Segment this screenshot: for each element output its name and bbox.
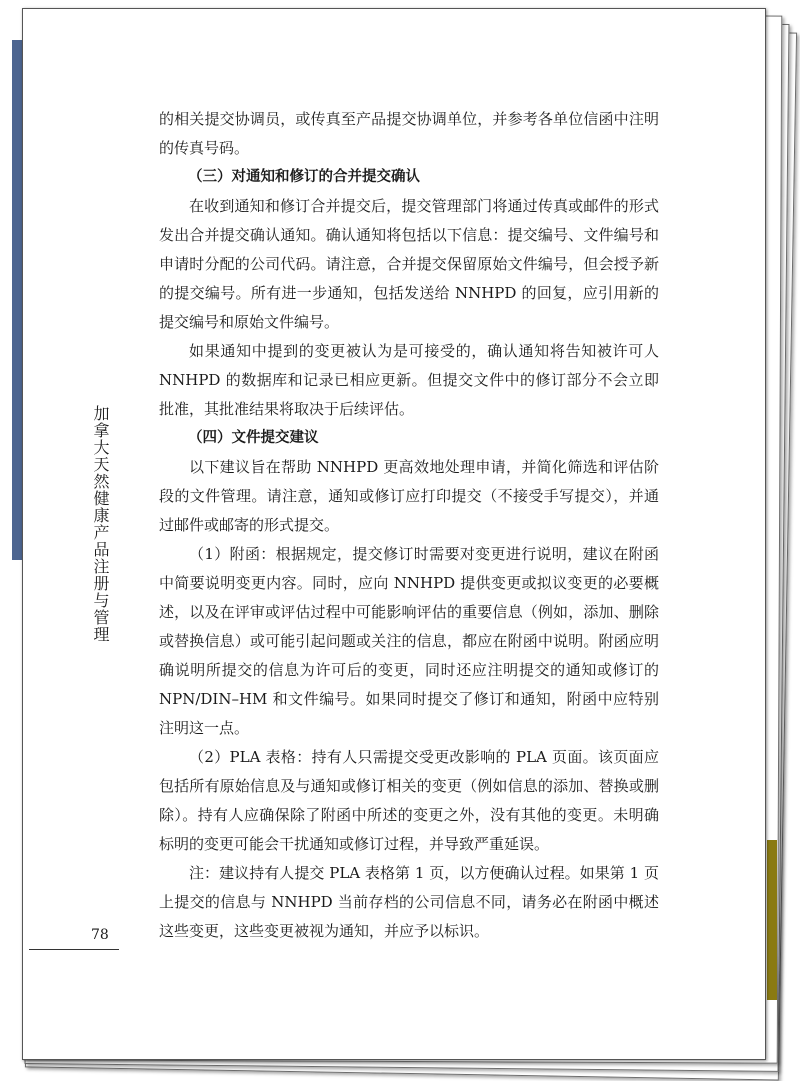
paragraph: （1）附函：根据规定，提交修订时需要对变更进行说明，建议在附函中简要说明变更内容。同时，应向 NNHPD 提供变更或拟议变更的必要概述，以及在评审或评估过程中可能影响评估的重要信息（例如，添加、删除或替换信息）或可能引起问题或关注的信息，都应在附函中说明。附函应明确说明所提交的信息为许可后的变更，同时还应注明提交的通知或修订的 NPN/DIN–HM 和文件编号。如果同时提交了修订和通知，附函中应特别注明这一点。 [159,545,659,737]
paragraph: （2）PLA 表格：持有人只需提交受更改影响的 PLA 页面。该页面应包括所有原始信息及与通知或修订相关的变更（例如信息的添加、替换或删除）。持有人应确保除了附函中所述的变更之外，没有其他的变更。未明确标明的变更可能会干扰通知或修订过程，并导致严重延误。 [159,748,659,853]
section-heading: （三）对通知和修订的合并提交确认 [188,169,420,185]
paragraph: 在收到通知和修订合并提交后，提交管理部门将通过传真或邮件的形式发出合并提交确认通知。确认通知将包括以下信息：提交编号、文件编号和申请时分配的公司代码。请注意，合并提交保留原始文件编号，但会授予新的提交编号。所有进一步通知，包括发送给 NNHPD 的回复，应引用新的提交编号和原始文件编号。 [159,197,659,331]
section-heading: （四）文件提交建议 [188,430,319,446]
paragraph: 以下建议旨在帮助 NNHPD 更高效地处理申请，并简化筛选和评估阶段的文件管理。请注意，通知或修订应打印提交（不接受手写提交），并通过邮件或邮寄的形式提交。 [159,458,659,534]
body-text [159,105,659,946]
book-page [22,8,766,1060]
paragraph: 如果通知中提到的变更被认为是可接受的，确认通知将告知被许可人 NNHPD 的数据库和记录已相应更新。但提交文件中的修订部分不会立即批准，其批准结果将取决于后续评估。 [159,342,659,418]
paragraph: 注：建议持有人提交 PLA 表格第 1 页，以方便确认过程。如果第 1 页上提交的信息与 NNHPD 当前存档的公司信息不同，请务必在附函中概述这些变更，这些变更被视为通知，并应予以标识。 [159,864,659,940]
page-number: 78 [91,927,109,943]
cover-accent-bar [767,840,777,1000]
cover-edge-strip [12,40,22,560]
paragraph: 的相关提交协调员，或传真至产品提交协调单位，并参考各单位信函中注明的传真号码。 [159,110,659,157]
running-title: 加拿大天然健康产品注册与管理 [91,405,110,643]
page-number-rule [29,949,119,950]
